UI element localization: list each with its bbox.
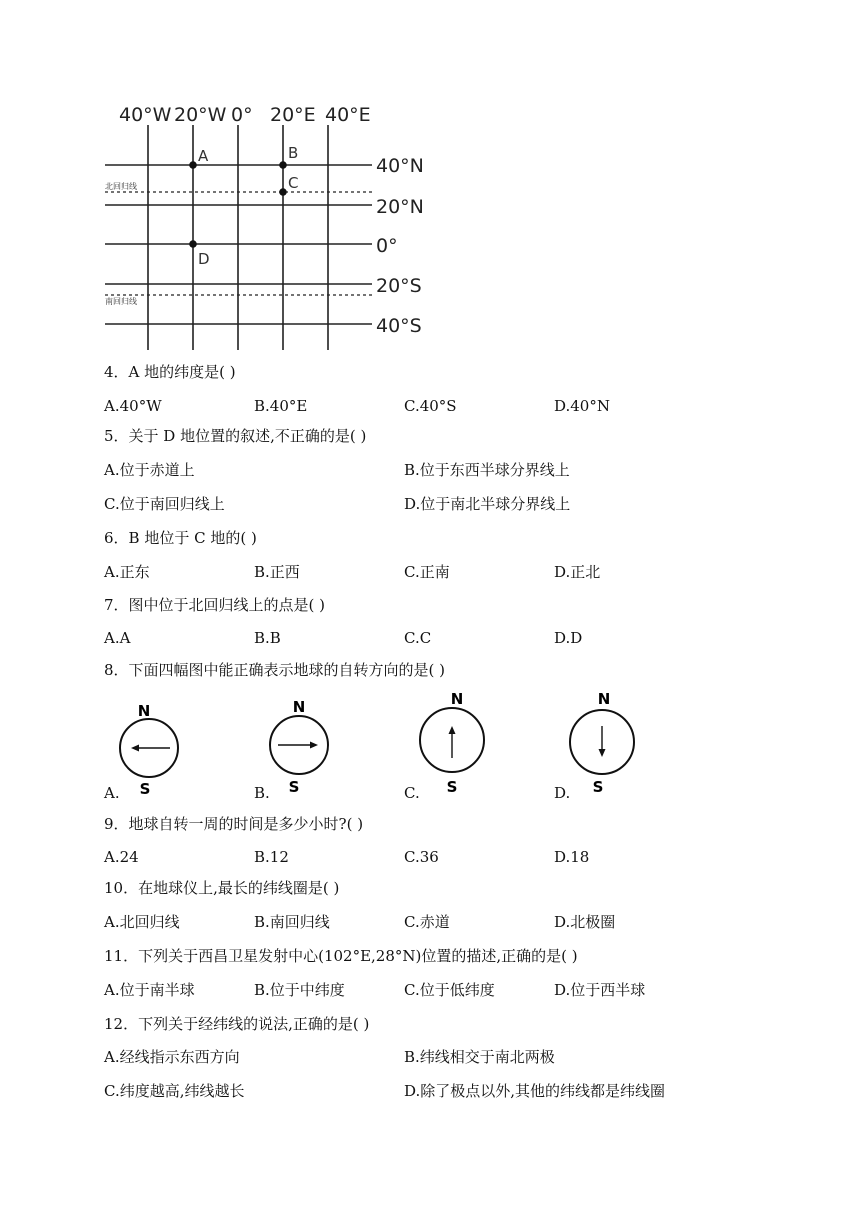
question-stem: 7．图中位于北回归线上的点是( ) — [104, 596, 326, 614]
option: B.40°E — [254, 397, 308, 415]
option: B.纬线相交于南北两极 — [404, 1048, 555, 1066]
option: B.南回归线 — [254, 913, 330, 931]
lat-long-grid-figure — [100, 95, 430, 355]
option: D.正北 — [554, 563, 601, 581]
options-row — [104, 494, 744, 514]
option: C.C — [404, 629, 432, 647]
options-row — [104, 847, 744, 867]
tropic-south-label: 南回归线 — [105, 297, 137, 306]
options-row — [104, 1047, 744, 1067]
longitude-label: 20°W — [174, 104, 227, 126]
longitude-label: 40°E — [325, 104, 371, 126]
rotation-dial-c — [404, 688, 504, 803]
latitude-label: 0° — [376, 235, 398, 257]
options-row — [104, 912, 744, 932]
question-stem: 5．关于 D 地位置的叙述,不正确的是( ) — [104, 427, 367, 445]
point-label-b: B — [288, 144, 299, 162]
south-label: S — [288, 778, 300, 796]
south-label: S — [592, 778, 604, 796]
tropic-north-label: 北回归线 — [105, 182, 137, 191]
option: C.正南 — [404, 563, 450, 581]
option: A.位于赤道上 — [104, 461, 195, 479]
option: D. — [554, 784, 571, 802]
question-stem: 12．下列关于经纬线的说法,正确的是( ) — [104, 1015, 370, 1033]
point-label-d: D — [198, 250, 210, 268]
option: A.正东 — [104, 563, 150, 581]
north-label: N — [597, 690, 611, 708]
latitude-label: 40°S — [376, 315, 422, 337]
option: D.位于西半球 — [554, 981, 646, 999]
longitude-label: 40°W — [119, 104, 172, 126]
latitude-label: 20°S — [376, 275, 422, 297]
option: A.A — [104, 629, 131, 647]
point-label-a: A — [198, 147, 209, 165]
options-row — [104, 1081, 744, 1101]
options-row — [104, 396, 744, 416]
option: D.位于南北半球分界线上 — [404, 495, 571, 513]
south-label: S — [446, 778, 458, 796]
option: B.12 — [254, 848, 289, 866]
option: C.纬度越高,纬线越长 — [104, 1082, 245, 1100]
question-stem: 11．下列关于西昌卫星发射中心(102°E,28°N)位置的描述,正确的是( ) — [104, 947, 578, 965]
option: C.40°S — [404, 397, 457, 415]
question-stem: 9．地球自转一周的时间是多少小时?( ) — [104, 815, 364, 833]
option: A.经线指示东西方向 — [104, 1048, 240, 1066]
option: C.36 — [404, 848, 439, 866]
latitude-label: 20°N — [376, 196, 424, 218]
options-row — [104, 980, 744, 1000]
option: A.位于南半球 — [104, 981, 195, 999]
option: D.北极圈 — [554, 913, 616, 931]
question-stem: 4．A 地的纬度是( ) — [104, 363, 236, 381]
options-row — [104, 628, 744, 648]
option: A. — [104, 784, 120, 802]
option: B.位于东西半球分界线上 — [404, 461, 570, 479]
option: B.B — [254, 629, 281, 647]
option: D.D — [554, 629, 583, 647]
option: C.位于低纬度 — [404, 981, 495, 999]
longitude-label: 20°E — [270, 104, 316, 126]
option: C. — [404, 784, 420, 802]
north-label: N — [137, 702, 151, 720]
point-label-c: C — [288, 174, 299, 192]
option: A.北回归线 — [104, 913, 180, 931]
latitude-label: 40°N — [376, 155, 424, 177]
options-row — [104, 562, 744, 582]
option: B. — [254, 784, 270, 802]
option: B.位于中纬度 — [254, 981, 345, 999]
rotation-dial-a — [104, 688, 194, 803]
option: B.正西 — [254, 563, 300, 581]
option: A.40°W — [104, 397, 162, 415]
option: D.除了极点以外,其他的纬线都是纬线圈 — [404, 1082, 666, 1100]
longitude-label: 0° — [231, 104, 253, 126]
option: A.24 — [104, 848, 139, 866]
question-stem: 8．下面四幅图中能正确表示地球的自转方向的是( ) — [104, 661, 446, 679]
north-label: N — [292, 698, 306, 716]
option: D.40°N — [554, 397, 610, 415]
rotation-dial-d — [554, 688, 654, 803]
rotation-dial-b — [254, 688, 344, 803]
option: D.18 — [554, 848, 590, 866]
option: C.赤道 — [404, 913, 450, 931]
options-row — [104, 460, 744, 480]
question-stem: 6．B 地位于 C 地的( ) — [104, 529, 257, 547]
question-stem: 10．在地球仪上,最长的纬线圈是( ) — [104, 879, 340, 897]
south-label: S — [139, 780, 151, 798]
option: C.位于南回归线上 — [104, 495, 225, 513]
north-label: N — [450, 690, 464, 708]
